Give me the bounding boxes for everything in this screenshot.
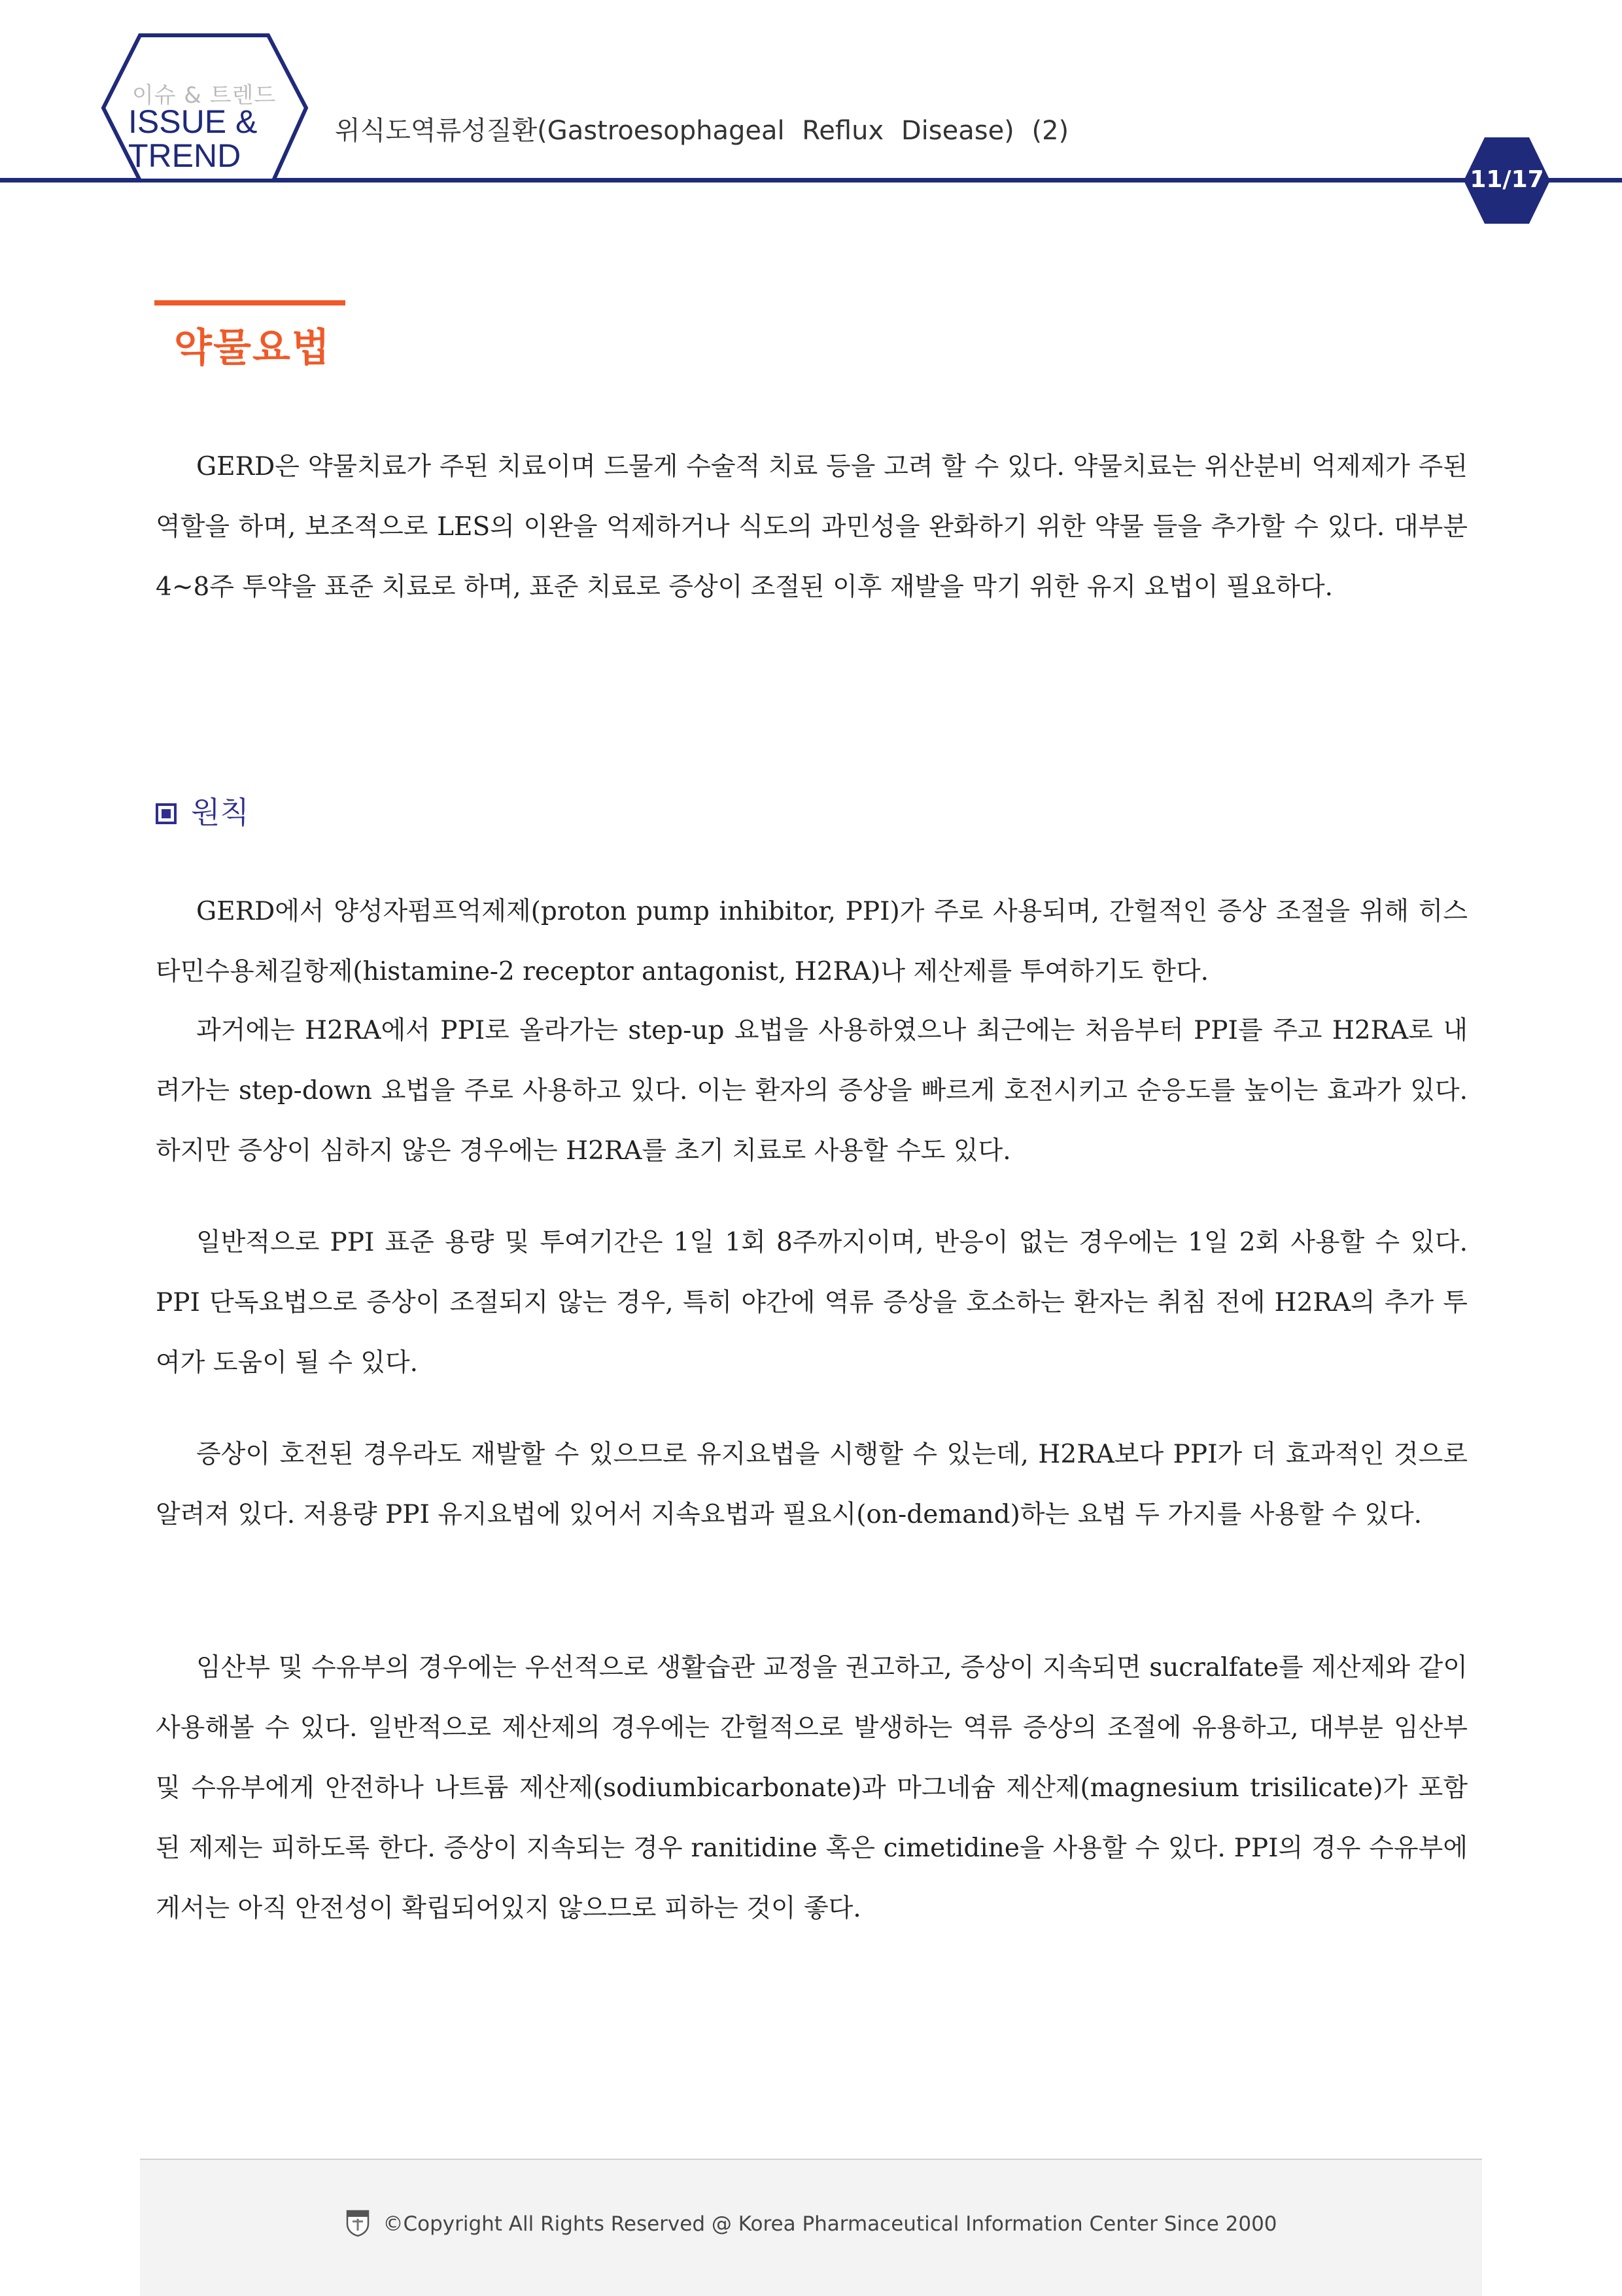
page-number-badge [1462, 135, 1551, 226]
filled-square-icon [156, 803, 177, 824]
kpic-emblem-icon [345, 2208, 371, 2237]
principle-paragraph-1: GERD에서 양성자펌프억제제(proton pump inhibitor, PPI)가 주로 사용되며, 간헐적인 증상 조절을 위해 히스타민수용체길항제(histamine-2 receptor antagonist, H2RA)나 제산제를 투여하기도 한다. [156, 897, 1468, 986]
logo-korean-text: 이슈 & 트렌드 [131, 82, 277, 109]
footer [140, 2159, 1482, 2296]
page-number: 11/17 [1470, 166, 1544, 193]
principle-paragraph-2: 과거에는 H2RA에서 PPI로 올라가는 step-up 요법을 사용하였으나 최근에는 처음부터 PPI를 주고 H2RA로 내려가는 step-down 요법을 주로 사용하고 있다. 이는 환자의 증상을 빠르게 호전시키고 순응도를 높이는 효과가 있다. 하지만 증상이 심하지 않은 경우에는 H2RA를 초기 치료로 사용할 수도 있다. [156, 1016, 1468, 1166]
issue-trend-logo [65, 26, 327, 190]
subsection-heading [156, 789, 249, 832]
section-title: 약물요법 [174, 325, 331, 371]
principle-paragraph-4: 증상이 호전된 경우라도 재발할 수 있으므로 유지요법을 시행할 수 있는데, H2RA보다 PPI가 더 효과적인 것으로 알려져 있다. 저용량 PPI 유지요법에 있어서 지속요법과 필요시(on-demand)하는 요법 두 가지를 사용할 수 있다. [156, 1440, 1468, 1529]
principle-paragraph-3: 일반적으로 PPI 표준 용량 및 투여기간은 1일 1회 8주까지이며, 반응이 없는 경우에는 1일 2회 사용할 수 있다. PPI 단독요법으로 증상이 조절되지 않는 경우, 특히 야간에 역류 증상을 호소하는 환자는 취침 전에 H2RA의 추가 투여가 도움이 될 수 있다. [156, 1228, 1468, 1378]
subsection-title: 원칙 [191, 795, 249, 830]
document-title: 위식도역류성질환(Gastroesophageal Reflux Disease) (2) [335, 116, 1069, 146]
intro-paragraph: GERD은 약물치료가 주된 치료이며 드물게 수술적 치료 등을 고려 할 수 있다. 약물치료는 위산분비 억제제가 주된 역할을 하며, 보조적으로 LES의 이완을 억제하거나 식도의 과민성을 완화하기 위한 약물 들을 추가할 수 있다. 대부분 4~8주 투약을 표준 치료로 하며, 표준 치료로 증상이 조절된 이후 재발을 막기 위한 유지 요법이 필요하다. [156, 452, 1468, 602]
logo-english-line1: ISSUE & [128, 103, 258, 140]
logo-english-line2: TREND [128, 137, 241, 174]
section-accent-bar [154, 300, 345, 305]
footer-copyright-line [140, 2208, 1482, 2237]
principle-paragraph-5: 임산부 및 수유부의 경우에는 우선적으로 생활습관 교정을 권고하고, 증상이 지속되면 sucralfate를 제산제와 같이 사용해볼 수 있다. 일반적으로 제산제의 경우에는 간헐적으로 발생하는 역류 증상의 조절에 유용하고, 대부분 임산부 및 수유부에게 안전하나 나트륨 제산제(sodiumbicarbonate)과 마그네슘 제산제(magnesium trisilicate)가 포함된 제제는 피하도록 한다. 증상이 지속되는 경우 ranitidine 혹은 cimetidine을 사용할 수 있다. PPI의 경우 수유부에게서는 아직 안전성이 확립되어있지 않으므로 피하는 것이 좋다. [156, 1653, 1468, 1923]
copyright-text: ©Copyright All Rights Reserved @ Korea Pharmaceutical Information Center Since 2000 [383, 2212, 1277, 2236]
